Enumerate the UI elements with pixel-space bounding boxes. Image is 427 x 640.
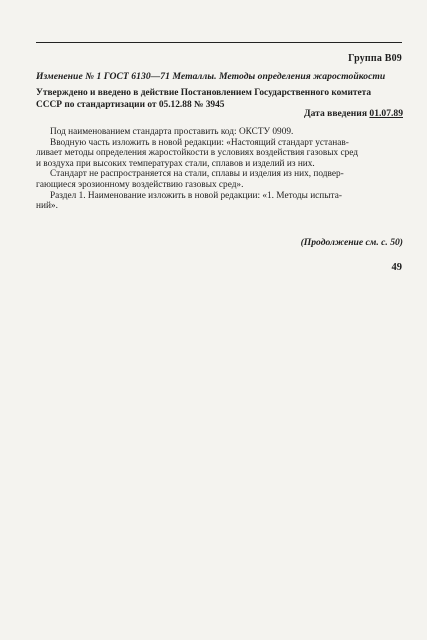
approval-line-1: Утверждено и введено в действие Постановлением Государственного комитета [36, 88, 372, 98]
paragraph-intro-line-1: Вводную часть изложить в новой редакции: «Настоящий стандарт устанав- [50, 137, 349, 148]
effective-date-label: Дата введения [303, 108, 370, 119]
paragraph-code: Под наименованием стандарта проставить код: ОКСТУ 0909. [50, 127, 294, 137]
change-title: Изменение № 1 ГОСТ 6130—71 Металлы. Методы определения жаростойкости [36, 71, 386, 82]
approval-line-2: СССР по стандартизации от 05.12.88 № 3945 [36, 99, 225, 110]
paragraph-scope-line-1: Стандарт не распространяется на стали, сплавы и изделия из них, подвер- [50, 169, 344, 180]
group-code: Группа В09 [348, 53, 402, 64]
paragraph-scope-line-2: гающиеся эрозионному воздействию газовых сред». [36, 179, 244, 190]
effective-date [304, 108, 403, 119]
continuation-note: (Продолжение см. с. 50) [300, 237, 403, 248]
paragraph-section-line-2: ний». [36, 201, 58, 212]
paragraph-intro-line-2: ливает методы определения жаростойкости в условиях воздействия газовых сред [36, 148, 358, 159]
paragraph-intro-line-3: и воздуха при высоких температурах стали, сплавов и изделий из них. [36, 158, 315, 169]
top-rule [36, 42, 402, 43]
change-body [36, 127, 404, 212]
paragraph-section-line-1: Раздел 1. Наименование изложить в новой редакции: «1. Методы испыта- [50, 190, 342, 201]
page-number: 49 [391, 262, 402, 273]
effective-date-value: 01.07.89 [369, 108, 403, 119]
